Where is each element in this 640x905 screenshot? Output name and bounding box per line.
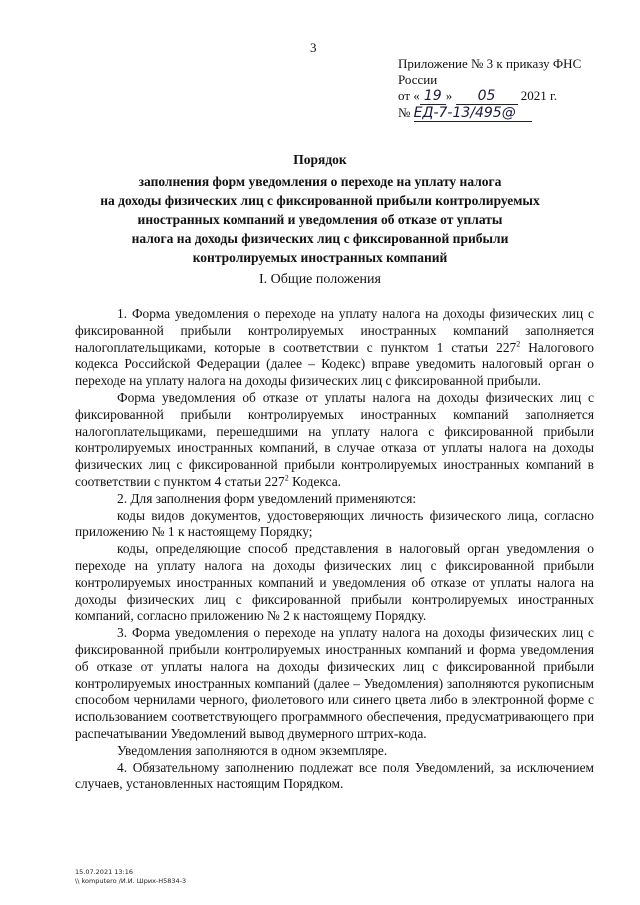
- date-year: 2021 г.: [520, 88, 558, 103]
- paragraph-3: 2. Для заполнения форм уведомлений применяются:: [117, 490, 417, 506]
- handwritten-month: 05: [456, 88, 518, 105]
- appendix-line-2: России: [398, 72, 438, 87]
- footer-path: \\ komputero /И.И. Шрих-Н5834-3: [75, 877, 187, 885]
- paragraph-1: 1. Форма уведомления о переходе на уплату налога на доходы физических лиц с фиксированной прибыли контролируемых иностранных компаний заполняется налогоплательщиками, которые в соответствии с пунктом 1 статьи $227^2$ Налогового кодекса Российской Федерации (далее – Кодекс) вправе уведомить налоговый орган о переходе на уплату налога на доходы физических лиц с фиксированной прибыли.: [75, 306, 595, 389]
- footer-timestamp: 15.07.2021 13:16: [75, 868, 134, 876]
- paragraph-8: 4. Обязательному заполнению подлежат все поля Уведомлений, за исключением случаев, установленных настоящим Порядком.: [75, 759, 594, 792]
- title-heading: Порядок: [293, 152, 347, 167]
- document-body: [75, 306, 594, 793]
- appendix-number: [398, 105, 628, 122]
- title-line: налога на доходы физических лиц с фиксированной прибыли: [131, 231, 509, 246]
- handwritten-day: 19: [420, 88, 446, 105]
- title-line: иностранных компаний и уведомления об отказе от уплаты: [137, 212, 503, 227]
- page-number: 3: [310, 40, 317, 55]
- paragraph-7: Уведомления заполняются в одном экземпляре.: [117, 742, 388, 758]
- title-line: на доходы физических лиц с фиксированной прибыли контролируемых: [100, 193, 540, 208]
- title-line: контролируемых иностранных компаний: [192, 250, 448, 265]
- print-footer: [75, 868, 186, 886]
- paragraph-6: 3. Форма уведомления о переходе на уплату налога на доходы физических лиц с фиксированной прибыли контролируемых иностранных компаний и форма уведомления об отказе от уплаты налога на доходы физических лиц с фиксированной прибыли контролируемых иностранных компаний (далее – Уведомления) заполняются рукописным способом чернилами черного, фиолетового или синего цвета либо в электронной форме с использованием соответствующего программного обеспечения, предусматривающего при распечатывании Уведомлений вывод двумерного штрих-кода.: [75, 625, 594, 741]
- handwritten-number: ЕД-7-13/495@: [414, 105, 532, 122]
- title-line: заполнения форм уведомления о переходе на уплату налога: [138, 174, 502, 189]
- appendix-date: [398, 88, 628, 105]
- section-heading: I. Общие положения: [259, 272, 381, 287]
- appendix-reference: [398, 56, 628, 122]
- paragraph-2: Форма уведомления об отказе от уплаты налога на доходы физических лиц с фиксированной прибыли контролируемых иностранных компаний заполняется налогоплательщиками, перешедшими на уплату налога с фиксированной прибыли контролируемых иностранных компаний, в случае отказа от уплаты налога на доходы физических лиц с фиксированной прибыли контролируемых иностранных компаний в соответствии с пунктом 4 статьи $227^2$ Кодекса.: [75, 389, 594, 489]
- date-mid: »: [445, 88, 453, 103]
- number-prefix: №: [398, 105, 411, 120]
- date-prefix: от «: [398, 88, 420, 103]
- paragraph-4: коды видов документов, удостоверяющих личность физического лица, согласно приложению № 1 к настоящему Порядку;: [75, 507, 594, 540]
- paragraph-5: коды, определяющие способ представления в налоговый орган уведомления о переходе на уплату налога на доходы физических лиц с фиксированной прибыли контролируемых иностранных компаний и уведомления об отказе от уплаты налога на доходы физических лиц с фиксированной прибыли контролируемых иностранных компаний, согласно приложению № 2 к настоящему Порядку.: [75, 541, 594, 624]
- appendix-line-1: Приложение № 3 к приказу ФНС: [398, 56, 582, 71]
- document-title: [60, 150, 580, 267]
